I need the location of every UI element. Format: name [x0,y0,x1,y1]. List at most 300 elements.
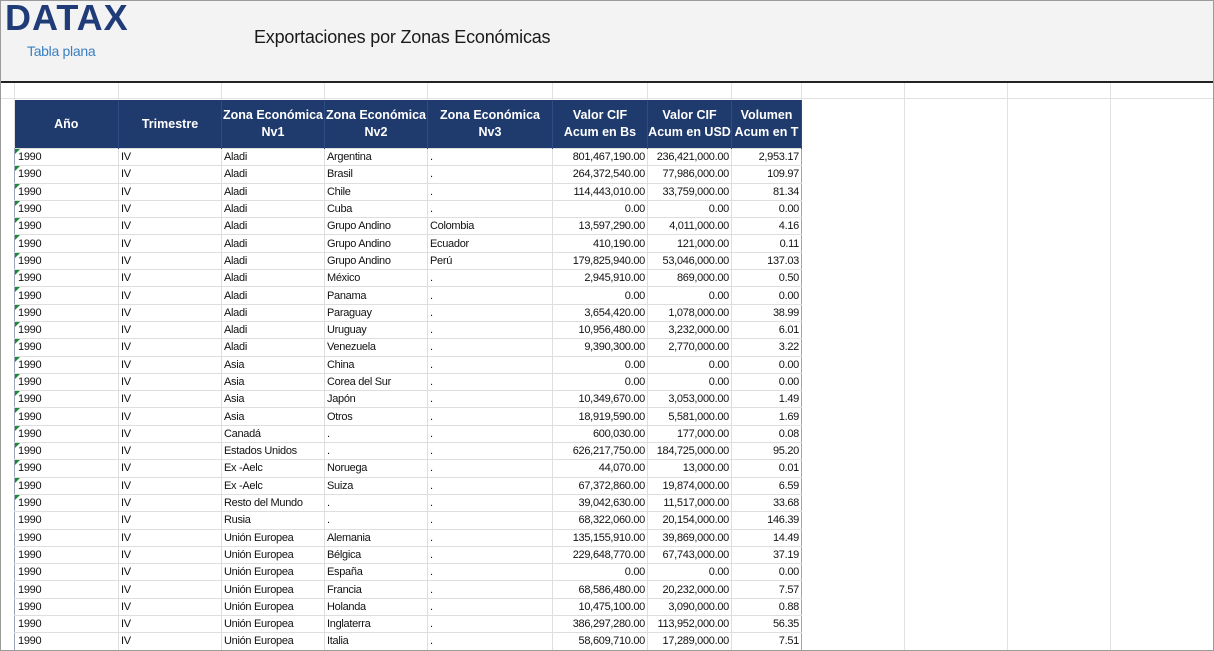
table-cell[interactable] [648,183,732,200]
table-cell[interactable] [15,581,119,598]
table-cell[interactable] [119,633,222,650]
table-cell[interactable] [428,304,553,321]
table-cell[interactable] [648,598,732,615]
number-as-text-indicator-icon [15,149,20,154]
table-cell[interactable] [732,443,802,460]
table-cell[interactable] [15,270,119,287]
table-cell[interactable] [325,339,428,356]
table-cell[interactable] [222,235,325,252]
number-as-text-indicator-icon [15,287,20,292]
spreadsheet-row-line [1,98,1213,99]
table-cell[interactable] [732,321,802,338]
table-cell[interactable] [553,270,648,287]
table-cell[interactable] [119,494,222,511]
table-cell[interactable] [553,183,648,200]
table-cell[interactable] [222,598,325,615]
table-cell[interactable] [325,356,428,373]
table-cell[interactable] [325,564,428,581]
table-cell[interactable] [15,218,119,235]
table-cell[interactable] [648,512,732,529]
table-cell[interactable] [428,546,553,563]
table-cell[interactable] [428,339,553,356]
table-cell[interactable] [553,529,648,546]
table-cell[interactable] [325,581,428,598]
cell-value: 18,919,590.00 [578,410,645,423]
table-cell[interactable] [325,598,428,615]
table-cell[interactable] [648,287,732,304]
table-cell[interactable] [119,477,222,494]
table-cell[interactable] [222,581,325,598]
table-cell[interactable] [428,200,553,217]
table-cell[interactable] [222,391,325,408]
table-cell[interactable] [553,391,648,408]
table-cell[interactable] [732,270,802,287]
table-cell[interactable] [428,270,553,287]
table-cell[interactable] [648,564,732,581]
cell-value: 1990 [18,324,42,337]
table-cell[interactable] [732,512,802,529]
table-cell[interactable] [553,321,648,338]
cell-value: Bélgica [327,548,361,561]
table-cell[interactable] [325,616,428,633]
table-cell[interactable] [325,373,428,390]
cell-value: Unión Europea [224,548,294,561]
table-cell[interactable] [222,321,325,338]
table-cell[interactable] [553,200,648,217]
table-cell[interactable] [732,200,802,217]
cell-value: 1990 [18,254,42,267]
table-cell[interactable] [648,270,732,287]
table-cell[interactable] [325,166,428,183]
table-cell[interactable] [553,304,648,321]
table-cell[interactable] [648,581,732,598]
table-cell[interactable] [732,373,802,390]
table-cell[interactable] [732,494,802,511]
table-cell[interactable] [732,356,802,373]
table-cell[interactable] [222,287,325,304]
cell-value: 4.16 [778,220,799,233]
table-cell[interactable] [428,477,553,494]
number-as-text-indicator-icon [15,426,20,431]
cell-value: 113,952,000.00 [657,618,729,631]
table-cell[interactable] [428,529,553,546]
table-cell[interactable] [222,200,325,217]
cell-value: IV [121,376,131,388]
cell-value: 0.00 [778,289,799,302]
table-cell[interactable] [325,546,428,563]
table-cell[interactable] [325,633,428,650]
table-cell[interactable] [553,425,648,442]
table-cell[interactable] [648,356,732,373]
table-cell[interactable] [325,287,428,304]
table-cell[interactable] [222,564,325,581]
table-cell[interactable] [732,235,802,252]
column-header-text: Nv1 [261,125,285,139]
table-cell[interactable] [119,598,222,615]
cell-value: 0.00 [778,358,799,371]
number-as-text-indicator-icon [15,218,20,223]
cell-value: 3.22 [778,341,799,354]
table-cell[interactable] [325,252,428,269]
cell-value: Otros [327,410,353,423]
table-cell[interactable] [732,529,802,546]
table-cell[interactable] [732,408,802,425]
table-cell[interactable] [15,598,119,615]
table-cell[interactable] [325,200,428,217]
table-row [15,166,802,183]
table-cell[interactable] [428,460,553,477]
table-cell[interactable] [15,321,119,338]
cell-value: 1990 [18,548,42,561]
table-cell[interactable] [428,166,553,183]
table-cell[interactable] [428,512,553,529]
table-cell[interactable] [648,616,732,633]
table-cell[interactable] [428,321,553,338]
cell-value: 179,825,940.00 [572,254,645,267]
table-cell[interactable] [648,200,732,217]
table-cell[interactable] [15,443,119,460]
table-cell[interactable] [222,546,325,563]
column-header [732,100,802,149]
table-cell[interactable] [222,149,325,166]
table-cell[interactable] [325,235,428,252]
cell-value: . [430,185,433,198]
number-as-text-indicator-icon [15,391,20,396]
table-cell[interactable] [553,564,648,581]
table-cell[interactable] [222,356,325,373]
table-cell[interactable] [553,460,648,477]
table-cell[interactable] [222,408,325,425]
table-cell[interactable] [119,460,222,477]
table-cell[interactable] [553,287,648,304]
table-cell[interactable] [325,494,428,511]
table-cell[interactable] [648,304,732,321]
table-cell[interactable] [553,633,648,650]
table-cell[interactable] [119,149,222,166]
table-cell[interactable] [648,252,732,269]
table-cell[interactable] [119,200,222,217]
table-cell[interactable] [428,391,553,408]
table-cell[interactable] [648,425,732,442]
table-cell[interactable] [222,460,325,477]
table-cell[interactable] [325,460,428,477]
table-cell[interactable] [732,149,802,166]
table-cell[interactable] [119,270,222,287]
table-cell[interactable] [648,529,732,546]
table-cell[interactable] [648,460,732,477]
table-cell[interactable] [428,408,553,425]
cell-value: 1990 [18,514,42,527]
table-cell[interactable] [222,633,325,650]
table-cell[interactable] [325,443,428,460]
table-cell[interactable] [553,252,648,269]
table-cell[interactable] [222,494,325,511]
cell-value: . [430,203,433,216]
table-cell[interactable] [119,564,222,581]
table-cell[interactable] [648,373,732,390]
table-cell[interactable] [119,373,222,390]
table-cell[interactable] [15,339,119,356]
table-cell[interactable] [648,149,732,166]
table-cell[interactable] [325,149,428,166]
table-cell[interactable] [119,252,222,269]
cell-value: 1990 [18,237,42,250]
table-cell[interactable] [732,564,802,581]
cell-value: 67,743,000.00 [662,548,729,561]
table-cell[interactable] [553,149,648,166]
cell-value: IV [121,566,131,579]
table-cell[interactable] [15,356,119,373]
table-cell[interactable] [648,477,732,494]
table-cell[interactable] [15,546,119,563]
number-as-text-indicator-icon [15,443,20,448]
cell-value: 177,000.00 [676,427,729,440]
table-cell[interactable] [119,235,222,252]
table-cell[interactable] [732,287,802,304]
table-cell[interactable] [553,581,648,598]
cell-value: Aladi [224,306,247,319]
cell-value: IV [121,358,131,371]
table-cell[interactable] [648,339,732,356]
table-cell[interactable] [553,443,648,460]
table-cell[interactable] [732,391,802,408]
table-row [15,200,802,217]
table-cell[interactable] [648,546,732,563]
table-cell[interactable] [222,339,325,356]
table-cell[interactable] [428,373,553,390]
table-cell[interactable] [553,218,648,235]
table-cell[interactable] [119,304,222,321]
cell-value: 1990 [18,566,42,579]
table-cell[interactable] [222,183,325,200]
table-cell[interactable] [15,373,119,390]
table-cell[interactable] [325,270,428,287]
cell-value: IV [121,497,131,510]
table-cell[interactable] [119,616,222,633]
table-cell[interactable] [648,321,732,338]
table-cell[interactable] [732,546,802,563]
table-cell[interactable] [648,443,732,460]
table-cell[interactable] [553,235,648,252]
table-cell[interactable] [553,166,648,183]
table-cell[interactable] [119,443,222,460]
cell-value: Chile [327,185,351,198]
cell-value: Resto del Mundo [224,497,303,510]
cell-value: 9,390,300.00 [584,341,645,354]
table-cell[interactable] [119,183,222,200]
table-cell[interactable] [15,512,119,529]
table-cell[interactable] [325,477,428,494]
table-cell[interactable] [648,235,732,252]
table-cell[interactable] [119,166,222,183]
table-cell[interactable] [15,252,119,269]
table-cell[interactable] [222,477,325,494]
cell-value: . [430,151,433,164]
table-cell[interactable] [553,356,648,373]
cell-value: 3,232,000.00 [668,324,729,337]
cell-value: 2,945,910.00 [584,272,645,285]
table-cell[interactable] [15,425,119,442]
table-cell[interactable] [648,391,732,408]
table-cell[interactable] [15,166,119,183]
table-row [15,477,802,494]
table-cell[interactable] [119,391,222,408]
table-row [15,252,802,269]
table-cell[interactable] [119,581,222,598]
table-cell[interactable] [222,616,325,633]
cell-value: IV [121,289,131,302]
table-cell[interactable] [428,564,553,581]
table-cell[interactable] [119,546,222,563]
table-cell[interactable] [553,598,648,615]
table-cell[interactable] [325,425,428,442]
table-cell[interactable] [732,183,802,200]
table-cell[interactable] [428,149,553,166]
table-cell[interactable] [15,304,119,321]
table-cell[interactable] [325,391,428,408]
table-row [15,633,802,650]
table-cell[interactable] [222,512,325,529]
table-cell[interactable] [15,460,119,477]
table-row [15,529,802,546]
table-cell[interactable] [325,183,428,200]
table-cell[interactable] [119,529,222,546]
table-cell[interactable] [325,321,428,338]
table-cell[interactable] [325,218,428,235]
table-cell[interactable] [119,356,222,373]
table-cell[interactable] [119,408,222,425]
table-cell[interactable] [15,616,119,633]
table-cell[interactable] [119,218,222,235]
table-cell[interactable] [732,339,802,356]
table-cell[interactable] [15,494,119,511]
cell-value: Estados Unidos [224,445,297,458]
table-cell[interactable] [15,564,119,581]
cell-value: 410,190.00 [592,237,645,250]
cell-value: 1990 [18,185,42,198]
cell-value: Asia [224,376,245,388]
cell-value: 33,759,000.00 [662,185,729,198]
table-row [15,339,802,356]
cell-value: 0.00 [624,203,645,216]
table-cell[interactable] [15,235,119,252]
table-cell[interactable] [428,581,553,598]
table-cell[interactable] [648,218,732,235]
table-cell[interactable] [15,477,119,494]
table-cell[interactable] [325,304,428,321]
table-cell[interactable] [428,356,553,373]
table-cell[interactable] [119,512,222,529]
table-cell[interactable] [732,598,802,615]
table-cell[interactable] [732,425,802,442]
cell-value: Ecuador [430,237,469,250]
table-cell[interactable] [15,200,119,217]
table-cell[interactable] [553,373,648,390]
cell-value: . [327,514,330,527]
table-cell[interactable] [325,529,428,546]
table-cell[interactable] [15,183,119,200]
cell-value: 0.88 [778,600,799,613]
table-cell[interactable] [428,443,553,460]
table-cell[interactable] [222,373,325,390]
cell-value: España [327,566,363,579]
table-cell[interactable] [553,546,648,563]
table-cell[interactable] [222,270,325,287]
table-cell[interactable] [648,494,732,511]
table-cell[interactable] [222,304,325,321]
table-cell[interactable] [428,218,553,235]
table-cell[interactable] [553,494,648,511]
table-cell[interactable] [648,408,732,425]
table-cell[interactable] [428,252,553,269]
table-cell[interactable] [732,477,802,494]
cell-value: Inglaterra [327,618,371,631]
table-cell[interactable] [428,235,553,252]
cell-value: IV [121,618,131,631]
cell-value: Ex -Aelc [224,462,263,475]
table-cell[interactable] [732,252,802,269]
table-cell[interactable] [428,633,553,650]
table-cell[interactable] [119,321,222,338]
table-cell[interactable] [428,598,553,615]
table-cell[interactable] [553,616,648,633]
table-cell[interactable] [732,616,802,633]
table-cell[interactable] [732,633,802,650]
table-cell[interactable] [119,425,222,442]
table-cell[interactable] [222,443,325,460]
table-cell[interactable] [732,304,802,321]
table-cell[interactable] [732,166,802,183]
table-cell[interactable] [119,339,222,356]
table-cell[interactable] [648,633,732,650]
table-cell[interactable] [648,166,732,183]
cell-value: 146.39 [767,514,799,527]
cell-value: IV [121,479,131,492]
table-cell[interactable] [732,218,802,235]
table-cell[interactable] [222,529,325,546]
table-cell[interactable] [428,183,553,200]
table-cell[interactable] [325,512,428,529]
table-cell[interactable] [222,425,325,442]
table-cell[interactable] [428,287,553,304]
table-cell[interactable] [732,460,802,477]
number-as-text-indicator-icon [15,339,20,344]
table-cell[interactable] [15,149,119,166]
table-cell[interactable] [222,218,325,235]
table-cell[interactable] [553,339,648,356]
table-cell[interactable] [222,252,325,269]
table-cell[interactable] [15,287,119,304]
table-cell[interactable] [119,287,222,304]
cell-value: 137.03 [767,254,799,267]
table-cell[interactable] [15,529,119,546]
table-cell[interactable] [15,633,119,650]
table-cell[interactable] [732,581,802,598]
table-cell[interactable] [15,391,119,408]
table-cell[interactable] [222,166,325,183]
table-cell[interactable] [553,512,648,529]
table-cell[interactable] [553,477,648,494]
cell-value: 0.00 [624,376,645,388]
table-cell[interactable] [325,408,428,425]
table-cell[interactable] [428,425,553,442]
table-cell[interactable] [428,494,553,511]
cell-value: Aladi [224,289,247,302]
table-cell[interactable] [553,408,648,425]
table-cell[interactable] [428,616,553,633]
cell-value: 1990 [18,151,42,164]
table-cell[interactable] [15,408,119,425]
